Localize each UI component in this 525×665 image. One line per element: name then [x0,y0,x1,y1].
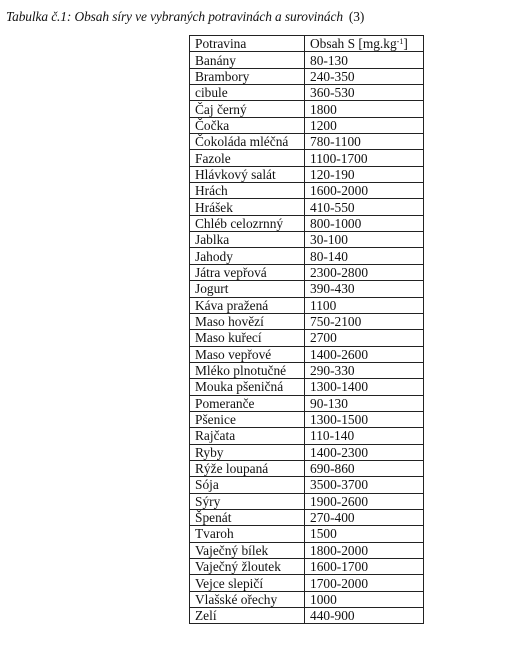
header-sulfur-content [305,36,424,52]
sulfur-value-cell: 1300-1400 [305,379,424,395]
food-name-cell: Maso kuřecí [190,330,305,346]
food-name-cell: Hrášek [190,199,305,215]
sulfur-value-cell: 1800 [305,101,424,117]
food-name-cell: Ryby [190,444,305,460]
table-row [190,493,424,509]
sulfur-value-cell: 1600-2000 [305,183,424,199]
food-name-cell: Rýže loupaná [190,460,305,476]
food-name-cell: Sója [190,477,305,493]
header-sulfur-content-exponent: -1 [396,37,404,47]
sulfur-value-cell: 1800-2000 [305,542,424,558]
food-name-cell: Špenát [190,509,305,525]
sulfur-value-cell: 800-1000 [305,215,424,231]
sulfur-value-cell: 1100-1700 [305,150,424,166]
sulfur-value-cell: 390-430 [305,281,424,297]
sulfur-value-cell: 410-550 [305,199,424,215]
table-row [190,166,424,182]
table-row [190,199,424,215]
sulfur-value-cell: 1600-1700 [305,559,424,575]
table-row [190,509,424,525]
sulfur-value-cell: 80-130 [305,52,424,68]
sulfur-value-cell: 1400-2600 [305,346,424,362]
sulfur-value-cell: 1700-2000 [305,575,424,591]
table-row [190,101,424,117]
table-row [190,428,424,444]
food-name-cell: Tvaroh [190,526,305,542]
table-row [190,248,424,264]
header-food: Potravina [190,36,305,52]
table-row [190,362,424,378]
sulfur-value-cell: 1900-2600 [305,493,424,509]
sulfur-value-cell: 1000 [305,591,424,607]
header-row [190,36,424,52]
table-row [190,330,424,346]
food-name-cell: Čočka [190,117,305,133]
food-name-cell: Rajčata [190,428,305,444]
table-row [190,183,424,199]
table-row [190,591,424,607]
table-row [190,526,424,542]
food-name-cell: Vlašské ořechy [190,591,305,607]
sulfur-value-cell: 3500-3700 [305,477,424,493]
food-name-cell: Chléb celozrnný [190,215,305,231]
table-row [190,134,424,150]
sulfur-value-cell: 1500 [305,526,424,542]
sulfur-value-cell: 120-190 [305,166,424,182]
food-name-cell: Hlávkový salát [190,166,305,182]
table-row [190,346,424,362]
table-row [190,68,424,84]
food-name-cell: Mléko plnotučné [190,362,305,378]
food-name-cell: Brambory [190,68,305,84]
food-name-cell: Vejce slepičí [190,575,305,591]
table-row [190,117,424,133]
table-header [190,36,424,52]
table-row [190,313,424,329]
food-name-cell: Jahody [190,248,305,264]
sulfur-value-cell: 290-330 [305,362,424,378]
food-name-cell: Maso vepřové [190,346,305,362]
food-name-cell: Vaječný bílek [190,542,305,558]
table-row [190,52,424,68]
sulfur-value-cell: 1100 [305,297,424,313]
sulfur-value-cell: 80-140 [305,248,424,264]
table-row [190,477,424,493]
sulfur-value-cell: 1200 [305,117,424,133]
food-name-cell: Játra vepřová [190,264,305,280]
caption-text: Tabulka č.1: Obsah síry ve vybraných potravinách a surovinách [6,9,343,24]
table-row [190,215,424,231]
table-row [190,297,424,313]
sulfur-value-cell: 360-530 [305,85,424,101]
food-name-cell: Káva pražená [190,297,305,313]
food-name-cell: Banány [190,52,305,68]
sulfur-value-cell: 30-100 [305,232,424,248]
sulfur-value-cell: 1400-2300 [305,444,424,460]
food-name-cell: Pšenice [190,411,305,427]
table-row [190,281,424,297]
caption-reference: (3) [348,9,365,24]
sulfur-value-cell: 2300-2800 [305,264,424,280]
food-name-cell: Sýry [190,493,305,509]
food-name-cell: Pomeranče [190,395,305,411]
sulfur-value-cell: 1300-1500 [305,411,424,427]
sulfur-value-cell: 240-350 [305,68,424,84]
sulfur-value-cell: 690-860 [305,460,424,476]
table-caption [6,9,364,25]
sulfur-value-cell: 2700 [305,330,424,346]
table-row [190,542,424,558]
table-body [190,52,424,624]
sulfur-value-cell: 110-140 [305,428,424,444]
header-sulfur-content-main: Obsah S [mg.kg [310,36,397,52]
food-name-cell: Vaječný žloutek [190,559,305,575]
food-name-cell: Čokoláda mléčná [190,134,305,150]
sulfur-value-cell: 90-130 [305,395,424,411]
table-row [190,575,424,591]
table-row [190,559,424,575]
table-row [190,460,424,476]
table-row [190,85,424,101]
sulfur-content-table [189,35,424,624]
food-name-cell: Zelí [190,608,305,624]
table-row [190,379,424,395]
food-name-cell: Fazole [190,150,305,166]
sulfur-value-cell: 750-2100 [305,313,424,329]
table-row [190,232,424,248]
header-sulfur-content-end: ] [403,36,408,52]
table-row [190,411,424,427]
table-row [190,264,424,280]
table-row [190,150,424,166]
sulfur-value-cell: 780-1100 [305,134,424,150]
food-name-cell: Jablka [190,232,305,248]
table-row [190,395,424,411]
food-name-cell: Maso hovězí [190,313,305,329]
food-name-cell: Hrách [190,183,305,199]
table-row [190,608,424,624]
sulfur-value-cell: 440-900 [305,608,424,624]
food-name-cell: Čaj černý [190,101,305,117]
food-name-cell: Jogurt [190,281,305,297]
table-row [190,444,424,460]
sulfur-value-cell: 270-400 [305,509,424,525]
food-name-cell: Mouka pšeničná [190,379,305,395]
food-name-cell: cibule [190,85,305,101]
